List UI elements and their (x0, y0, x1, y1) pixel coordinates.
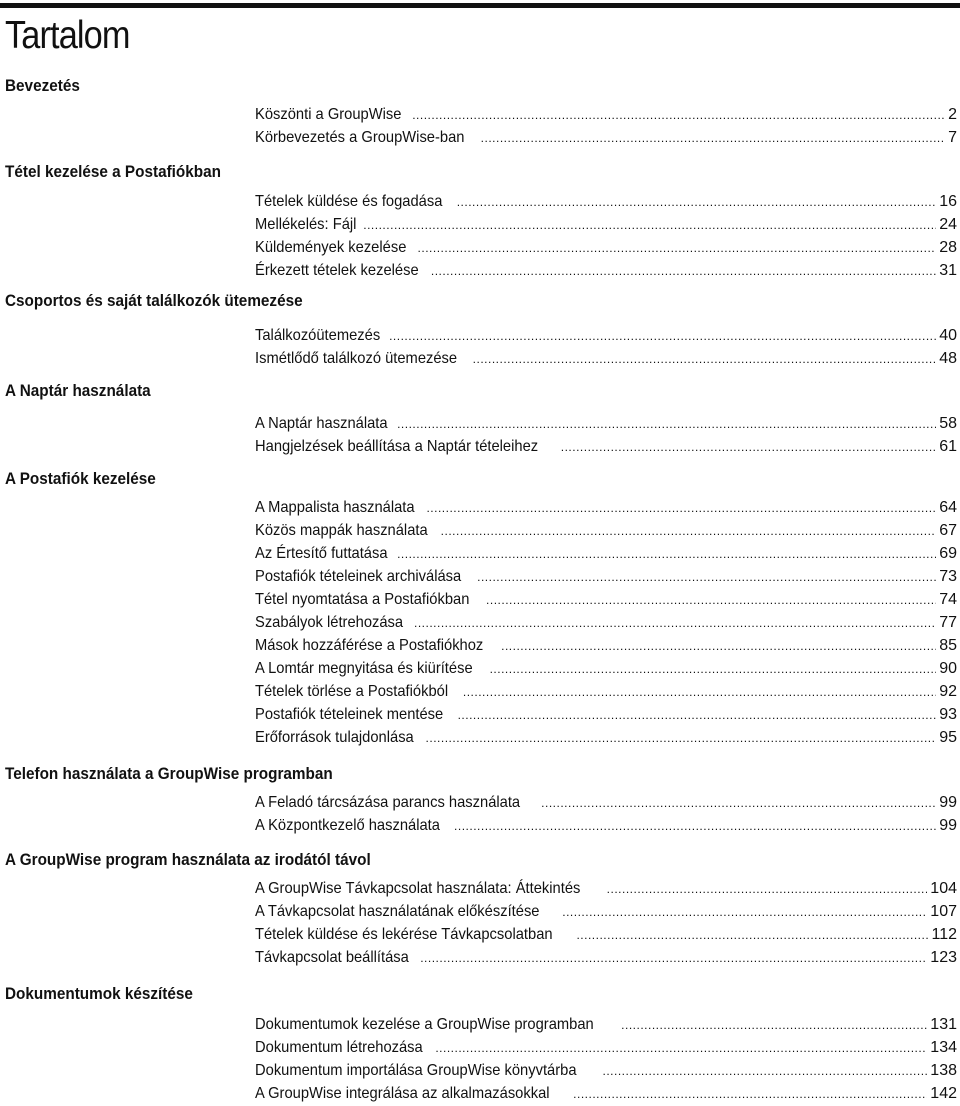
dot-leader (389, 325, 936, 348)
entry-title: Erőforrások tulajdonlása (255, 729, 414, 746)
dot-leader (412, 104, 945, 127)
entry-title: Mások hozzáférése a Postafiókhoz (255, 637, 484, 654)
entry-page-number: 77 (939, 614, 957, 631)
toc-entry[interactable] (255, 412, 957, 435)
entry-page-number: 112 (931, 926, 957, 943)
entry-page-number: 142 (930, 1085, 957, 1102)
entry-title: Körbevezetés a GroupWise-ban (255, 129, 465, 146)
entry-page-number: 48 (939, 350, 957, 367)
entry-title: Ismétlődő találkozó ütemezése (255, 350, 458, 367)
section-title: Bevezetés (5, 76, 80, 95)
entry-page-number: 90 (939, 660, 957, 677)
dot-leader (418, 237, 937, 260)
entry-title: Dokumentum importálása GroupWise könyvtárba (255, 1062, 577, 1079)
entry-title: A Mappalista használata (255, 499, 415, 516)
entry-title: A Lomtár megnyitása és kiürítése (255, 660, 473, 677)
entry-page-number: 85 (939, 637, 957, 654)
entry-title: Köszönti a GroupWise (255, 106, 402, 123)
toc-entry[interactable] (255, 703, 957, 726)
entry-title: A Távkapcsolat használatának előkészítése (255, 903, 540, 920)
entry-page-number: 93 (939, 706, 957, 723)
dot-leader (477, 566, 936, 589)
toc-entry[interactable] (255, 946, 957, 969)
entry-page-number: 16 (939, 193, 957, 210)
entry-page-number: 104 (930, 880, 957, 897)
toc-entry[interactable] (255, 680, 957, 703)
entry-list (255, 791, 957, 837)
entry-title: Postafiók tételeinek archiválása (255, 568, 462, 585)
entry-page-number: 40 (939, 327, 957, 344)
entry-page-number: 99 (939, 817, 957, 834)
entry-list (255, 324, 957, 370)
dot-leader (363, 214, 936, 237)
entry-title: A Központkezelő használata (255, 817, 440, 834)
toc-entry[interactable] (255, 347, 957, 370)
dot-leader (561, 436, 936, 459)
entry-title: Az Értesítő futtatása (255, 545, 388, 562)
dot-leader (576, 924, 928, 947)
entry-page-number: 67 (939, 522, 957, 539)
entry-page-number: 61 (939, 438, 957, 455)
entry-page-number: 138 (930, 1062, 957, 1079)
entry-page-number: 99 (939, 794, 957, 811)
toc-entry[interactable] (255, 542, 957, 565)
entry-page-number: 64 (939, 499, 957, 516)
section-title: A Postafiók kezelése (5, 469, 156, 488)
toc-entry[interactable] (255, 1059, 957, 1082)
dot-leader (501, 635, 936, 658)
dot-leader (490, 658, 937, 681)
entry-title: Dokumentumok kezelése a GroupWise programban (255, 1016, 594, 1033)
entry-page-number: 69 (939, 545, 957, 562)
toc-entry[interactable] (255, 126, 957, 149)
entry-title: Hangjelzések beállítása a Naptár tételeihez (255, 438, 539, 455)
dot-leader (486, 589, 936, 612)
dot-leader (420, 947, 927, 970)
entry-page-number: 123 (930, 949, 957, 966)
toc-entry[interactable] (255, 900, 957, 923)
entry-list (255, 496, 957, 749)
toc-entry[interactable] (255, 877, 957, 900)
entry-page-number: 107 (930, 903, 957, 920)
dot-leader (562, 901, 927, 924)
entry-title: A GroupWise Távkapcsolat használata: Áttekintés (255, 880, 581, 897)
entry-title: Tétel nyomtatása a Postafiókban (255, 591, 470, 608)
entry-page-number: 31 (939, 262, 957, 279)
toc-entry[interactable] (255, 588, 957, 611)
entry-title: Találkozóütemezés (255, 327, 381, 344)
entry-title: Küldemények kezelése (255, 239, 407, 256)
entry-page-number: 134 (930, 1039, 957, 1056)
toc-entry[interactable] (255, 1036, 957, 1059)
entry-title: A Naptár használata (255, 415, 388, 432)
dot-leader (435, 1037, 927, 1060)
dot-leader (397, 413, 936, 436)
dot-leader (426, 497, 936, 520)
entry-list (255, 412, 957, 458)
entry-title: Tételek küldése és fogadása (255, 193, 443, 210)
toc-entry[interactable] (255, 236, 957, 259)
toc-entry[interactable] (255, 1082, 957, 1105)
entry-title: Közös mappák használata (255, 522, 428, 539)
entry-page-number: 92 (939, 683, 957, 700)
dot-leader (397, 543, 936, 566)
entry-title: Szabályok létrehozása (255, 614, 404, 631)
dot-leader (481, 127, 945, 150)
entry-title: Mellékelés: Fájl (255, 216, 357, 233)
toc-entry[interactable] (255, 923, 957, 946)
dot-leader (431, 260, 936, 283)
toc-entry[interactable] (255, 435, 957, 458)
toc-entry[interactable] (255, 1013, 957, 1036)
dot-leader (454, 815, 936, 838)
toc-entry[interactable] (255, 259, 957, 282)
entry-page-number: 24 (939, 216, 957, 233)
entry-title: Tételek küldése és lekérése Távkapcsolatban (255, 926, 553, 943)
toc-entry[interactable] (255, 657, 957, 680)
dot-leader (607, 878, 928, 901)
toc-entry[interactable] (255, 565, 957, 588)
section-title: Tétel kezelése a Postafiókban (5, 162, 221, 181)
toc-entry[interactable] (255, 791, 957, 814)
dot-leader (573, 1083, 927, 1106)
entry-page-number: 74 (939, 591, 957, 608)
entry-page-number: 58 (939, 415, 957, 432)
entry-title: A Feladó tárcsázása parancs használata (255, 794, 521, 811)
dot-leader (426, 727, 937, 750)
entry-page-number: 131 (930, 1016, 957, 1033)
entry-list (255, 877, 957, 969)
entry-page-number: 2 (948, 106, 957, 123)
toc-entry[interactable] (255, 103, 957, 126)
entry-title: Dokumentum létrehozása (255, 1039, 423, 1056)
section-title: Telefon használata a GroupWise programban (5, 764, 333, 783)
entry-title: Érkezett tételek kezelése (255, 262, 419, 279)
entry-page-number: 73 (939, 568, 957, 585)
dot-leader (458, 704, 937, 727)
dot-leader (541, 792, 936, 815)
top-rule (0, 3, 960, 8)
entry-title: Tételek törlése a Postafiókból (255, 683, 449, 700)
section-title: A GroupWise program használata az irodától távol (5, 850, 371, 869)
dot-leader (414, 612, 936, 635)
entry-list (255, 1013, 957, 1105)
dot-leader (457, 191, 937, 214)
dot-leader (602, 1060, 927, 1083)
toc-entry[interactable] (255, 496, 957, 519)
dot-leader (441, 520, 937, 543)
section-title: Csoportos és saját találkozók ütemezése (5, 291, 303, 310)
toc-entry[interactable] (255, 519, 957, 542)
toc-entry[interactable] (255, 190, 957, 213)
dot-leader (621, 1014, 927, 1037)
entry-title: A GroupWise integrálása az alkalmazásokkal (255, 1085, 550, 1102)
toc-entry[interactable] (255, 634, 957, 657)
toc-entry[interactable] (255, 726, 957, 749)
toc-entry[interactable] (255, 213, 957, 236)
entry-page-number: 7 (948, 129, 957, 146)
page-title: Tartalom (5, 14, 130, 57)
toc-entry[interactable] (255, 814, 957, 837)
entry-list (255, 190, 957, 282)
entry-list (255, 103, 957, 149)
entry-page-number: 28 (939, 239, 957, 256)
dot-leader (473, 348, 937, 371)
toc-entry[interactable] (255, 324, 957, 347)
entry-title: Távkapcsolat beállítása (255, 949, 409, 966)
entry-page-number: 95 (939, 729, 957, 746)
toc-entry[interactable] (255, 611, 957, 634)
section-title: A Naptár használata (5, 381, 151, 400)
dot-leader (463, 681, 936, 704)
section-title: Dokumentumok készítése (5, 984, 193, 1003)
entry-title: Postafiók tételeinek mentése (255, 706, 444, 723)
